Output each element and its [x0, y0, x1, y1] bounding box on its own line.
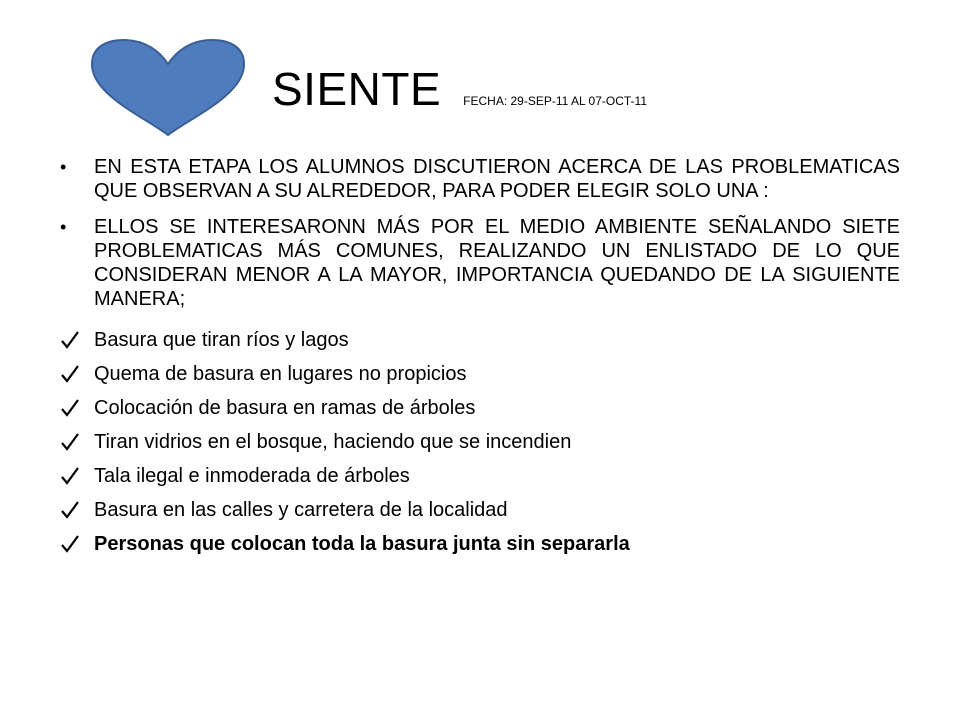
- list-item-text: Quema de basura en lugares no propicios: [94, 363, 467, 385]
- paragraph-environment: [60, 215, 900, 311]
- paragraph-discussion: [60, 155, 900, 203]
- heart-icon: [88, 38, 248, 138]
- page-title: SIENTE: [272, 63, 442, 115]
- slide-body: [60, 155, 900, 561]
- list-item-text: Colocación de basura en ramas de árboles: [94, 397, 476, 419]
- list-item-text: Tala ilegal e inmoderada de árboles: [94, 465, 410, 487]
- list-item: [60, 493, 900, 527]
- checkmark-icon: [60, 330, 80, 350]
- checkmark-icon: [60, 398, 80, 418]
- paragraph-text: EN ESTA ETAPA LOS ALUMNOS DISCUTIERON ACERCA DE LAS PROBLEMATICAS QUE OBSERVAN A SU ALREDEDOR, PARA PODER ELEGIR SOLO UNA :: [94, 156, 900, 202]
- list-item: [60, 357, 900, 391]
- checkmark-icon: [60, 534, 80, 554]
- checkmark-icon: [60, 500, 80, 520]
- list-item-text: Tiran vidrios en el bosque, haciendo que se incendien: [94, 431, 572, 453]
- list-item: [60, 323, 900, 357]
- checkmark-icon: [60, 364, 80, 384]
- bullet-icon: •: [60, 157, 67, 177]
- date-range: FECHA: 29-SEP-11 AL 07-OCT-11: [463, 94, 648, 108]
- list-item-text: Personas que colocan toda la basura junta sin separarla: [94, 533, 630, 555]
- list-item: [60, 527, 900, 561]
- list-item: [60, 459, 900, 493]
- checkmark-icon: [60, 466, 80, 486]
- paragraph-text: ELLOS SE INTERESARONN MÁS POR EL MEDIO AMBIENTE SEÑALANDO SIETE PROBLEMATICAS MÁS COMUNES, REALIZANDO UN ENLISTADO DE LO QUE CONSIDERAN MENOR A LA MAYOR, IMPORTANCIA QUEDANDO DE LA SIGUIENTE MANERA;: [94, 216, 900, 310]
- list-item: [60, 391, 900, 425]
- list-item-text: Basura en las calles y carretera de la localidad: [94, 499, 508, 521]
- bullet-icon: •: [60, 217, 67, 237]
- problem-checklist: [60, 323, 900, 561]
- checkmark-icon: [60, 432, 80, 452]
- list-item: [60, 425, 900, 459]
- list-item-text: Basura que tiran ríos y lagos: [94, 329, 349, 351]
- title-row: [272, 62, 647, 132]
